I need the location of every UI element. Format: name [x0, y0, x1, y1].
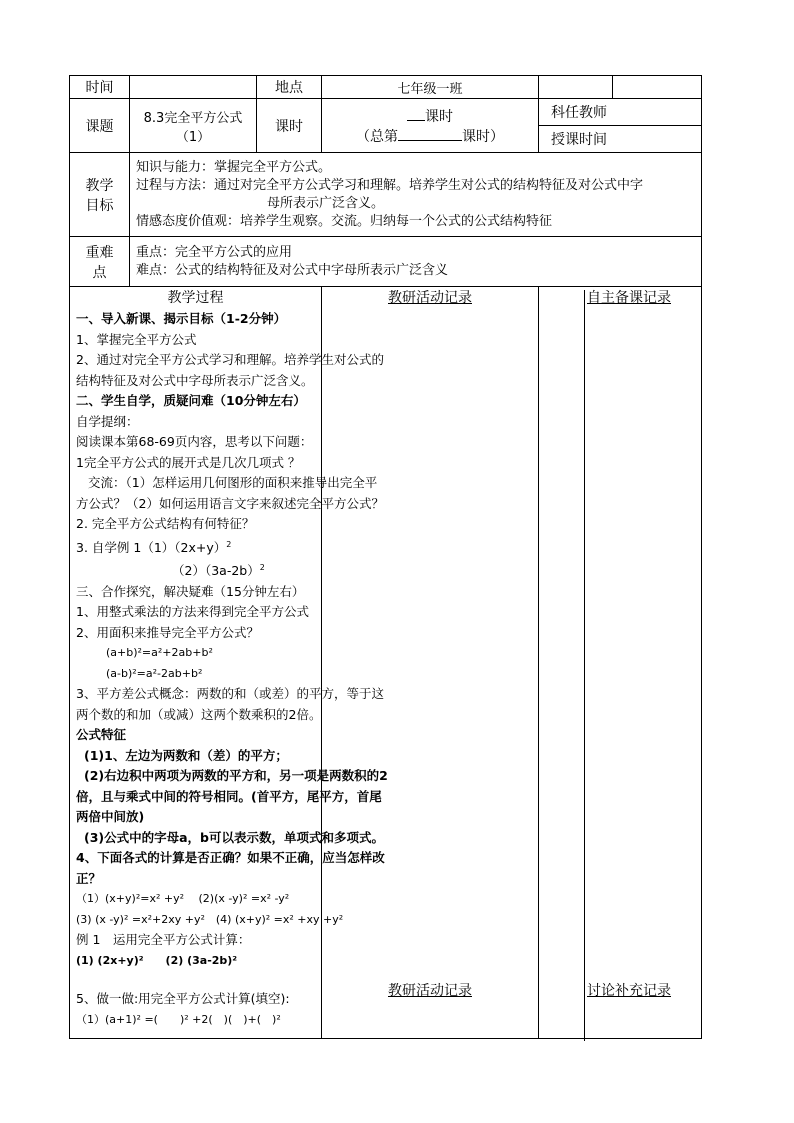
place-label: 地点	[257, 76, 322, 99]
section-1-item: 结构特征及对公式中字母所表示广泛含义。	[76, 372, 314, 388]
teacher-label: 科任教师	[539, 99, 702, 126]
section-2-item: 阅读课本第68-69页内容，思考以下问题：	[76, 434, 313, 449]
empty-cell	[613, 76, 702, 99]
key-point: 重点：完全平方公式的应用	[136, 244, 293, 260]
section-3-item: 2、用面积来推导完全平方公式？	[76, 624, 259, 640]
formula: (a+b)²=a²+2ab+b²	[106, 646, 213, 660]
topic-line-1: 8.3完全平方公式	[143, 110, 243, 126]
place-value: 七年级一班	[322, 76, 539, 99]
spacer	[76, 971, 315, 989]
feature-item: 两倍中间放)	[76, 809, 145, 825]
section-2-item: 3. 自学例 $1(1)(2x+y)^2$	[76, 539, 232, 555]
example-1-items: (1) (2x+y)² (2) (3a-2b)²	[76, 953, 238, 967]
topic-line-2: （1）	[175, 129, 211, 145]
period-line-1: 课时	[326, 106, 534, 126]
section-3-item: 1、用整式乘法的方法来得到完全平方公式	[76, 604, 309, 620]
section-2-item: 交流：（1）怎样运用几何图形的面积来推导出完全平	[88, 475, 378, 490]
section-2-title: 二、学生自学，质疑问难（10分钟左右）	[76, 393, 306, 408]
total-period-blank[interactable]	[398, 128, 462, 141]
period-label: 课时	[257, 99, 322, 153]
discussion-title: 讨论补充记录	[587, 983, 671, 999]
feature-item: (1)1、左边为两数和（差）的平方；	[84, 747, 288, 763]
difficult-point: 难点：公式的结构特征及对公式中字母所表示广泛含义	[136, 262, 449, 278]
research-column	[322, 287, 539, 1039]
objectives-content	[130, 153, 702, 237]
formula: (a-b)²=a²-2ab+b²	[106, 666, 203, 680]
self-prep-column	[539, 287, 702, 1039]
example-1-title: 例 1 运用完全平方公式计算：	[76, 932, 251, 948]
objective-process-cont: 母所表示广泛含义。	[267, 195, 385, 211]
objectives-label: 教学 目标	[70, 153, 130, 237]
process-title: 教学过程	[167, 290, 224, 306]
empty-cell	[539, 76, 613, 99]
question-4: 正？	[76, 870, 102, 886]
objective-knowledge: 知识与能力：掌握完全平方公式。	[136, 159, 332, 175]
column-divider	[584, 290, 585, 1041]
feature-title: 公式特征	[76, 727, 127, 743]
section-1-item: 2、通过对完全平方公式学习和理解。培养学生对公式的	[76, 352, 384, 367]
feature-item: (2)右边积中两项为两数的平方和，另一项是两数积的2	[84, 768, 388, 784]
question-5-item: （1）(a+1)² =( )² +2( )( )+( )²	[76, 1012, 281, 1026]
period-value	[322, 99, 539, 153]
objective-emotion: 情感态度价值观：培养学生观察。交流。归纳每一个公式的公式结构特征	[136, 213, 553, 229]
section-3-item: 两个数的和加（或减）这两个数乘积的2倍。	[76, 706, 322, 722]
period-blank[interactable]	[407, 108, 425, 121]
section-1-title: 一、导入新课、揭示目标（1-2分钟）	[76, 311, 287, 326]
objective-process: 过程与方法：通过对完全平方公式学习和理解。培养学生对公式的结构特征及对公式中字	[136, 177, 644, 193]
time-value	[130, 76, 257, 99]
self-prep-title: 自主备课记录	[587, 290, 671, 306]
section-2-item: 2. 完全平方公式结构有何特征？	[76, 516, 255, 531]
question-5: 5、做一做:用完全平方公式计算(填空):	[76, 991, 290, 1007]
time-label: 时间	[70, 76, 130, 99]
feature-item: (3)公式中的字母a，b可以表示数，单项式和多项式。	[84, 829, 385, 845]
feature-item: 倍，且与乘式中间的符号相同。(首平方，尾平方，首尾	[76, 788, 382, 804]
question-4-items: （1）(x+y)²=x² +y² (2)(x -y)² =x² -y²	[76, 892, 290, 906]
teaching-process	[70, 287, 388, 1039]
section-2-item: 1完全平方公式的展开式是几次几项式 ？	[76, 454, 301, 470]
research-title: 教研活动记录	[388, 290, 472, 306]
section-3-item: 3、平方差公式概念：两数的和（或差）的平方，等于这	[76, 686, 384, 702]
section-1-item: 1、掌握完全平方公式	[76, 331, 197, 347]
keypoints-content	[130, 237, 702, 287]
topic-label: 课题	[70, 99, 130, 153]
research-title-2: 教研活动记录	[388, 983, 472, 999]
lesson-plan-table	[69, 75, 702, 1039]
keypoints-label: 重难 点	[70, 237, 130, 287]
topic-value	[130, 99, 257, 153]
section-2-item: 自学提纲：	[76, 413, 139, 429]
section-2-item: $(2)(3a-2b)^2$	[172, 563, 265, 579]
question-4: 4、下面各式的计算是否正确？如果不正确，应当怎样改	[76, 850, 385, 866]
question-4-items: (3) (x -y)² =x²+2xy +y² (4) (x+y)² =x² +xy +y²	[76, 912, 344, 926]
section-3-title: 三、合作探究，解决疑难（15分钟左右）	[76, 583, 305, 599]
section-2-item: 方公式？（2）如何运用语言文字来叙述完全平方公式？	[76, 495, 384, 511]
teach-time-label: 授课时间	[539, 126, 702, 153]
period-line-2: （总第 课时）	[356, 128, 504, 145]
